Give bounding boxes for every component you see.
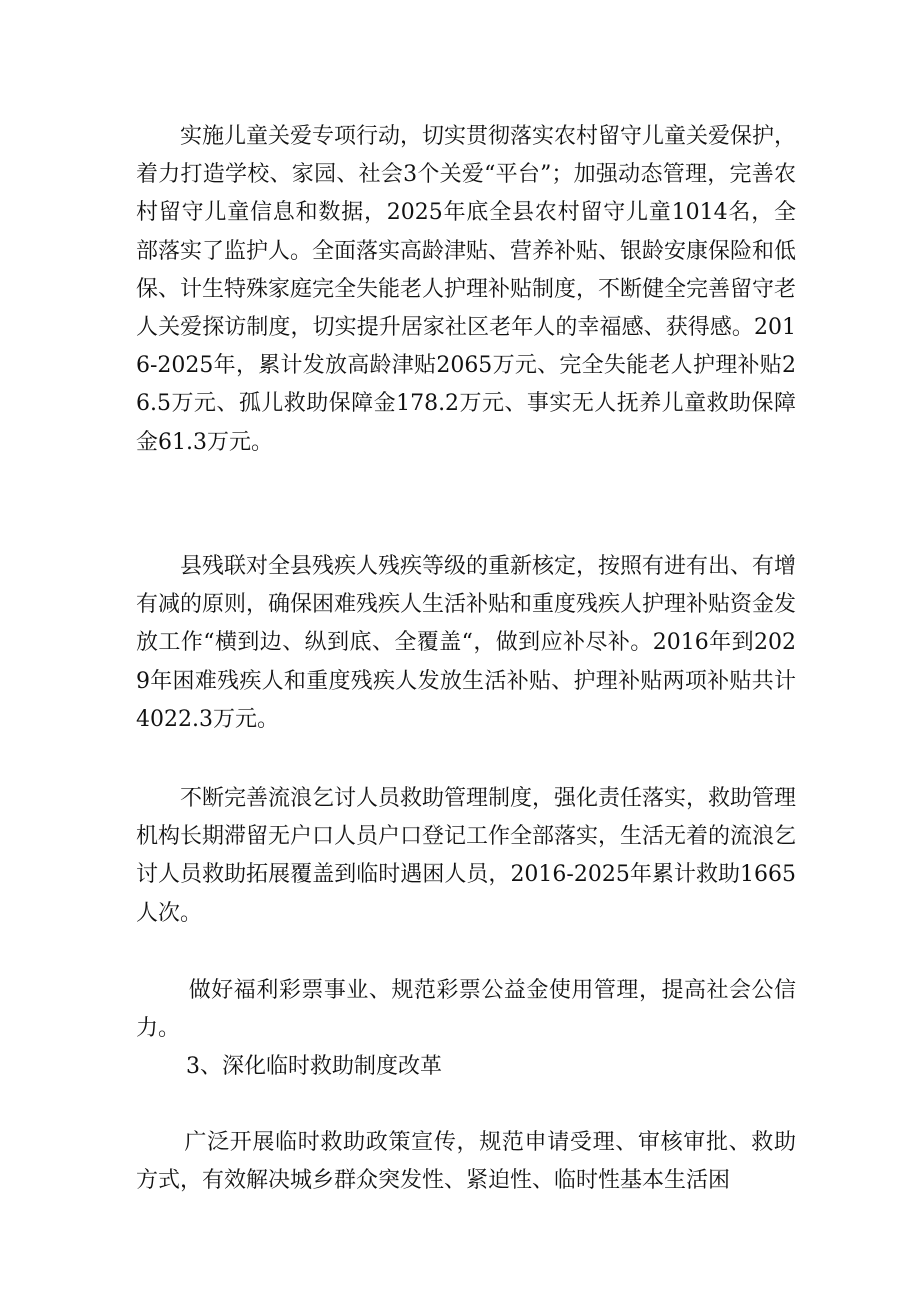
section-heading: 3、深化临时救助制度改革 [186, 1054, 442, 1079]
paragraph-disabled-subsidy: 县残联对全县残疾人残疾等级的重新核定，按照有进有出、有增有减的原则，确保困难残疾人生活补贴和重度残疾人护理补贴资金发放工作“横到边、纵到底、全覆盖“，做到应补尽补。2016年到2029年困难残疾人和重度残疾人发放生活补贴、护理补贴两项补贴共计4022.3万元。 [136, 554, 797, 732]
paragraph-vagrant-relief: 不断完善流浪乞讨人员救助管理制度，强化责任落实，救助管理机构长期滞留无户口人员户口登记工作全部落实，生活无着的流浪乞讨人员救助拓展覆盖到临时遇困人员，2016-2025年累计救助1665人次。 [136, 786, 797, 926]
paragraph-temporary-relief: 广泛开展临时救助政策宣传，规范申请受理、审核审批、救助方式，有效解决城乡群众突发性、紧迫性、临时性基本生活困 [136, 1130, 796, 1194]
paragraph-child-elderly-care: 实施儿童关爱专项行动，切实贯彻落实农村留守儿童关爱保护，着力打造学校、家园、社会3个关爱“平台”；加强动态管理，完善农村留守儿童信息和数据，2025年底全县农村留守儿童1014名，全部落实了监护人。全面落实高龄津贴、营养补贴、银龄安康保险和低保、计生特殊家庭完全失能老人护理补贴制度，不断健全完善留守老人关爱探访制度，切实提升居家社区老年人的幸福感、获得感。2016-2025年，累计发放高龄津贴2065万元、完全失能老人护理补贴26.5万元、孤儿救助保障金178.2万元、事实无人抚养儿童救助保障金61.3万元。 [136, 124, 797, 455]
paragraph-welfare-lottery: 做好福利彩票事业、规范彩票公益金使用管理，提高社会公信力。 [136, 978, 796, 1042]
